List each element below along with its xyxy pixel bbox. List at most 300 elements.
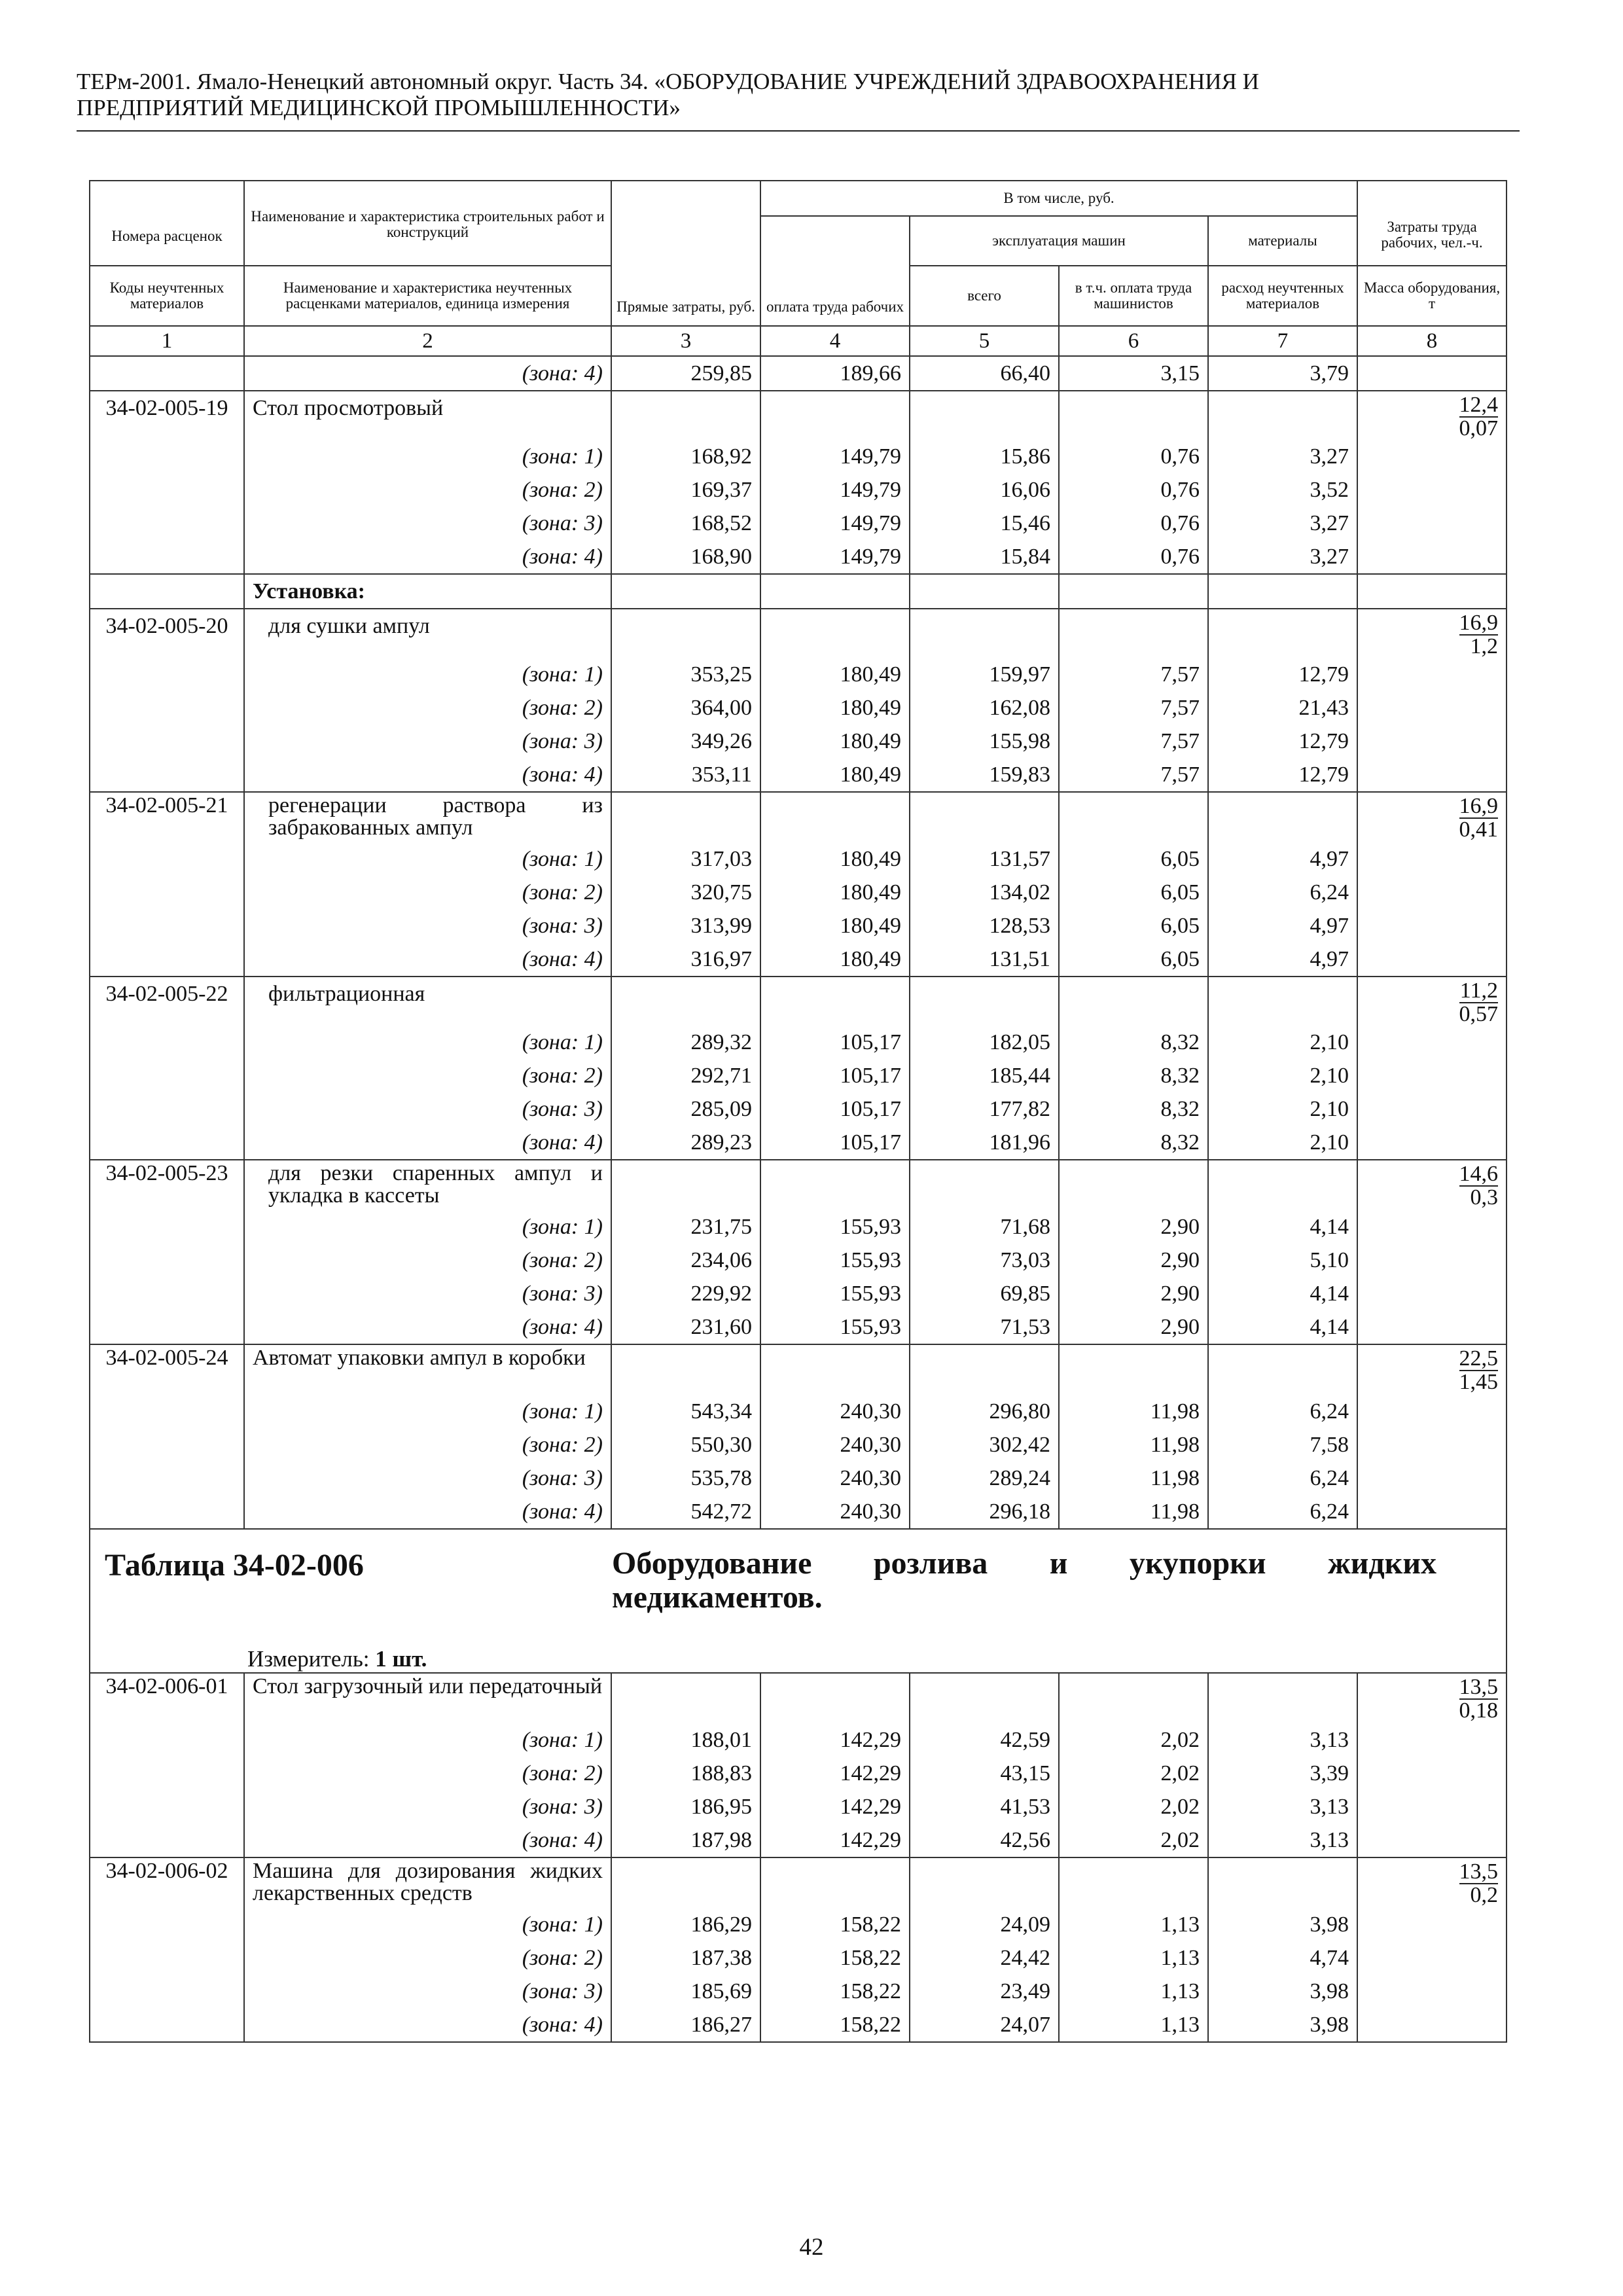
- value-cell: 180,49: [760, 842, 910, 876]
- zone-row: [90, 1395, 1507, 1428]
- value-cell: 155,93: [760, 1244, 910, 1277]
- value-cell: 177,82: [910, 1092, 1059, 1126]
- rate-item-34-02-006-01: [90, 1673, 1507, 1723]
- value-cell: 105,17: [760, 1092, 910, 1126]
- value-cell: 43,15: [910, 1757, 1059, 1790]
- zone-label: (зона: 2): [244, 691, 611, 725]
- empty-cell: [1357, 440, 1507, 473]
- value-cell: 8,32: [1059, 1092, 1208, 1126]
- value-cell: 3,98: [1208, 2008, 1357, 2042]
- value-cell: 188,83: [611, 1757, 760, 1790]
- empty-cell: [90, 1092, 244, 1126]
- measure-unit-label: Измеритель:: [247, 1646, 370, 1672]
- value-cell: 6,24: [1208, 1495, 1357, 1529]
- empty-cell: [910, 792, 1059, 842]
- empty-cell: [611, 1673, 760, 1723]
- rate-name: Автомат упаковки ампул в коробки: [244, 1344, 611, 1395]
- rate-item-34-02-005-23: [90, 1160, 1507, 1210]
- empty-cell: [1357, 2008, 1507, 2042]
- value-cell: 3,39: [1208, 1757, 1357, 1790]
- empty-cell: [90, 1757, 244, 1790]
- col-head-mat-names: Наименование и характеристика неучтенных расценками материалов, единица измерения: [244, 266, 611, 326]
- empty-cell: [90, 876, 244, 909]
- rate-item-34-02-005-22: [90, 977, 1507, 1026]
- empty-cell: [760, 1857, 910, 1908]
- value-cell: 550,30: [611, 1428, 760, 1462]
- value-cell: 15,84: [910, 540, 1059, 574]
- zone-row: [90, 658, 1507, 691]
- col-head-machines: эксплуатация машин: [910, 216, 1208, 266]
- empty-cell: [760, 977, 910, 1026]
- zone-label: (зона: 3): [244, 1790, 611, 1823]
- zone-row: [90, 1126, 1507, 1160]
- zone-row: [90, 1790, 1507, 1823]
- col-head-operator-wages: в т.ч. оплата труда машинистов: [1059, 266, 1208, 326]
- empty-cell: [1357, 725, 1507, 758]
- value-cell: 3,13: [1208, 1723, 1357, 1757]
- value-cell: 180,49: [760, 942, 910, 977]
- labor-mass-fraction: [1357, 609, 1507, 658]
- zone-row: [90, 1823, 1507, 1857]
- empty-cell: [611, 391, 760, 440]
- empty-cell: [910, 977, 1059, 1026]
- zone-label: (зона: 4): [244, 942, 611, 977]
- empty-cell: [910, 609, 1059, 658]
- zone-label: (зона: 4): [244, 2008, 611, 2042]
- value-cell: 317,03: [611, 842, 760, 876]
- empty-cell: [90, 574, 244, 609]
- empty-cell: [90, 1395, 244, 1428]
- empty-cell: [1357, 540, 1507, 574]
- empty-cell: [90, 473, 244, 507]
- empty-cell: [760, 574, 910, 609]
- value-cell: 289,32: [611, 1026, 760, 1059]
- zone-label: (зона: 2): [244, 1757, 611, 1790]
- empty-cell: [90, 440, 244, 473]
- fraction: [1459, 1676, 1499, 1722]
- carry-over-row: [90, 356, 1507, 391]
- empty-cell: [90, 507, 244, 540]
- zone-row: [90, 1757, 1507, 1790]
- empty-cell: [1357, 1026, 1507, 1059]
- col-head-mass: Масса оборудования, т: [1357, 266, 1507, 326]
- empty-cell: [1357, 356, 1507, 391]
- zone-row: [90, 1092, 1507, 1126]
- empty-cell: [90, 1908, 244, 1941]
- empty-cell: [90, 691, 244, 725]
- fraction: [1459, 1348, 1499, 1393]
- empty-cell: [760, 1673, 910, 1723]
- empty-cell: [1357, 1244, 1507, 1277]
- value-cell: 353,25: [611, 658, 760, 691]
- header-rule: [77, 130, 1520, 132]
- col-num: 3: [611, 326, 760, 356]
- empty-cell: [1357, 1790, 1507, 1823]
- empty-cell: [90, 1244, 244, 1277]
- fraction: [1459, 1861, 1499, 1907]
- col-head-mat-usage: расход неучтенных материалов: [1208, 266, 1357, 326]
- zone-row: [90, 1941, 1507, 1975]
- rate-name: Машина для дозирования жидких лекарственных средств: [244, 1857, 611, 1908]
- zone-label: (зона: 1): [244, 440, 611, 473]
- value-cell: 229,92: [611, 1277, 760, 1310]
- col-num: 1: [90, 326, 244, 356]
- value-cell: 2,02: [1059, 1757, 1208, 1790]
- rate-code: 34-02-005-23: [90, 1160, 244, 1210]
- empty-cell: [760, 1344, 910, 1395]
- value-cell: 15,46: [910, 507, 1059, 540]
- empty-cell: [1208, 1160, 1357, 1210]
- value-cell: 240,30: [760, 1462, 910, 1495]
- header-line-2: ПРЕДПРИЯТИЙ МЕДИЦИНСКОЙ ПРОМЫШЛЕННОСТИ»: [77, 95, 681, 120]
- col-num: 8: [1357, 326, 1507, 356]
- value-cell: 155,93: [760, 1310, 910, 1344]
- zone-label: (зона: 1): [244, 1723, 611, 1757]
- table-title: Оборудование розлива и укупорки жидких медикаментов.: [612, 1546, 1436, 1615]
- labor-mass-fraction: [1357, 391, 1507, 440]
- value-cell: 185,44: [910, 1059, 1059, 1092]
- labor-mass-fraction: [1357, 1160, 1507, 1210]
- empty-cell: [1357, 691, 1507, 725]
- rate-name: фильтрационная: [244, 977, 611, 1026]
- value-cell: 168,52: [611, 507, 760, 540]
- value-cell: 41,53: [910, 1790, 1059, 1823]
- value-cell: 105,17: [760, 1026, 910, 1059]
- zone-row: [90, 842, 1507, 876]
- value-cell: 71,68: [910, 1210, 1059, 1244]
- empty-cell: [1357, 1462, 1507, 1495]
- empty-cell: [760, 609, 910, 658]
- value-cell: 296,18: [910, 1495, 1059, 1529]
- mass-value: 0,18: [1459, 1698, 1498, 1723]
- empty-cell: [90, 356, 244, 391]
- value-cell: 2,90: [1059, 1310, 1208, 1344]
- zone-label: (зона: 4): [244, 356, 611, 391]
- empty-cell: [611, 977, 760, 1026]
- empty-cell: [910, 1857, 1059, 1908]
- value-cell: 142,29: [760, 1723, 910, 1757]
- mass-value: 0,3: [1470, 1185, 1498, 1210]
- empty-cell: [1059, 792, 1208, 842]
- labor-mass-fraction: [1357, 1857, 1507, 1908]
- zone-label: (зона: 3): [244, 725, 611, 758]
- value-cell: 149,79: [760, 440, 910, 473]
- empty-cell: [1357, 1941, 1507, 1975]
- empty-cell: [1059, 1857, 1208, 1908]
- value-cell: 155,98: [910, 725, 1059, 758]
- value-cell: 313,99: [611, 909, 760, 942]
- value-cell: 349,26: [611, 725, 760, 758]
- value-cell: 0,76: [1059, 507, 1208, 540]
- rate-item-34-02-005-20: [90, 609, 1507, 658]
- value-cell: 7,58: [1208, 1428, 1357, 1462]
- value-cell: 2,02: [1059, 1823, 1208, 1857]
- empty-cell: [910, 574, 1059, 609]
- empty-cell: [1357, 876, 1507, 909]
- group-label: Установка:: [244, 574, 611, 609]
- zone-label: (зона: 3): [244, 1462, 611, 1495]
- zone-row: [90, 876, 1507, 909]
- zone-row: [90, 1723, 1507, 1757]
- rate-code: 34-02-006-01: [90, 1673, 244, 1723]
- value-cell: 2,02: [1059, 1790, 1208, 1823]
- value-cell: 24,07: [910, 2008, 1059, 2042]
- value-cell: 0,76: [1059, 440, 1208, 473]
- value-cell: 6,05: [1059, 842, 1208, 876]
- value-cell: 0,76: [1059, 473, 1208, 507]
- rate-code: 34-02-005-24: [90, 1344, 244, 1395]
- value-cell: 189,66: [760, 356, 910, 391]
- value-cell: 11,98: [1059, 1462, 1208, 1495]
- value-cell: 73,03: [910, 1244, 1059, 1277]
- zone-label: (зона: 4): [244, 1310, 611, 1344]
- table-number: Таблица 34-02-006: [105, 1548, 364, 1583]
- empty-cell: [1357, 1210, 1507, 1244]
- empty-cell: [90, 1462, 244, 1495]
- rate-name: для сушки ампул: [244, 609, 611, 658]
- value-cell: 234,06: [611, 1244, 760, 1277]
- value-cell: 105,17: [760, 1059, 910, 1092]
- empty-cell: [90, 909, 244, 942]
- value-cell: 289,24: [910, 1462, 1059, 1495]
- rate-name: Стол просмотровый: [244, 391, 611, 440]
- value-cell: 168,90: [611, 540, 760, 574]
- labor-value: 16,9: [1459, 611, 1498, 635]
- zone-label: (зона: 1): [244, 1026, 611, 1059]
- value-cell: 187,38: [611, 1941, 760, 1975]
- rate-code: 34-02-005-19: [90, 391, 244, 440]
- empty-cell: [1059, 1673, 1208, 1723]
- zone-row: [90, 1462, 1507, 1495]
- value-cell: 6,05: [1059, 909, 1208, 942]
- value-cell: 543,34: [611, 1395, 760, 1428]
- zone-row: [90, 540, 1507, 574]
- zone-label: (зона: 3): [244, 1277, 611, 1310]
- value-cell: 3,13: [1208, 1823, 1357, 1857]
- value-cell: 180,49: [760, 691, 910, 725]
- zone-label: (зона: 4): [244, 540, 611, 574]
- empty-cell: [90, 658, 244, 691]
- zone-row: [90, 1495, 1507, 1529]
- value-cell: 6,24: [1208, 876, 1357, 909]
- value-cell: 180,49: [760, 725, 910, 758]
- rate-item-34-02-005-19: [90, 391, 1507, 440]
- empty-cell: [1357, 1059, 1507, 1092]
- value-cell: 5,10: [1208, 1244, 1357, 1277]
- value-cell: 535,78: [611, 1462, 760, 1495]
- mass-value: 1,45: [1459, 1370, 1498, 1394]
- value-cell: 2,90: [1059, 1277, 1208, 1310]
- empty-cell: [90, 1310, 244, 1344]
- col-head-codes: Номера расценок: [90, 181, 244, 266]
- value-cell: 69,85: [910, 1277, 1059, 1310]
- value-cell: 3,13: [1208, 1790, 1357, 1823]
- value-cell: 12,79: [1208, 725, 1357, 758]
- value-cell: 185,69: [611, 1975, 760, 2008]
- value-cell: 131,51: [910, 942, 1059, 977]
- col-head-direct: Прямые затраты, руб.: [611, 181, 760, 326]
- zone-row: [90, 1908, 1507, 1941]
- empty-cell: [611, 609, 760, 658]
- labor-value: 16,9: [1459, 794, 1498, 818]
- value-cell: 1,13: [1059, 1941, 1208, 1975]
- empty-cell: [90, 540, 244, 574]
- empty-cell: [1357, 758, 1507, 792]
- empty-cell: [760, 792, 910, 842]
- value-cell: 24,09: [910, 1908, 1059, 1941]
- zone-label: (зона: 4): [244, 1126, 611, 1160]
- value-cell: 134,02: [910, 876, 1059, 909]
- value-cell: 149,79: [760, 507, 910, 540]
- zone-label: (зона: 3): [244, 909, 611, 942]
- empty-cell: [90, 1823, 244, 1857]
- measure-unit: [90, 1646, 1506, 1672]
- value-cell: 42,59: [910, 1723, 1059, 1757]
- empty-cell: [611, 1344, 760, 1395]
- rate-item-34-02-005-24: [90, 1344, 1507, 1395]
- empty-cell: [1059, 1344, 1208, 1395]
- empty-cell: [1208, 609, 1357, 658]
- empty-cell: [90, 725, 244, 758]
- col-head-wages: оплата труда рабочих: [760, 216, 910, 326]
- value-cell: 155,93: [760, 1277, 910, 1310]
- empty-cell: [910, 1160, 1059, 1210]
- value-cell: 105,17: [760, 1126, 910, 1160]
- mass-value: 1,2: [1470, 634, 1498, 658]
- value-cell: 6,05: [1059, 942, 1208, 977]
- value-cell: 66,40: [910, 356, 1059, 391]
- value-cell: 292,71: [611, 1059, 760, 1092]
- empty-cell: [1059, 609, 1208, 658]
- rate-name: регенерации раствора из забракованных ампул: [244, 792, 611, 842]
- empty-cell: [90, 1975, 244, 2008]
- value-cell: 542,72: [611, 1495, 760, 1529]
- value-cell: 4,14: [1208, 1277, 1357, 1310]
- zone-label: (зона: 4): [244, 1495, 611, 1529]
- labor-value: 11,2: [1459, 978, 1498, 1003]
- zone-row: [90, 725, 1507, 758]
- zone-label: (зона: 2): [244, 1941, 611, 1975]
- empty-cell: [90, 2008, 244, 2042]
- empty-cell: [90, 1277, 244, 1310]
- zone-label: (зона: 1): [244, 842, 611, 876]
- value-cell: 3,52: [1208, 473, 1357, 507]
- col-head-names: Наименование и характеристика строительных работ и конструкций: [244, 181, 611, 266]
- labor-mass-fraction: [1357, 977, 1507, 1026]
- value-cell: 12,79: [1208, 758, 1357, 792]
- fraction: [1459, 1163, 1499, 1209]
- empty-cell: [90, 1059, 244, 1092]
- col-head-mat-codes: Коды неучтенных материалов: [90, 266, 244, 326]
- table-title-row: [90, 1529, 1507, 1673]
- value-cell: 149,79: [760, 540, 910, 574]
- value-cell: 3,27: [1208, 540, 1357, 574]
- value-cell: 2,10: [1208, 1092, 1357, 1126]
- zone-row: [90, 1310, 1507, 1344]
- value-cell: 142,29: [760, 1790, 910, 1823]
- zone-row: [90, 1277, 1507, 1310]
- value-cell: 180,49: [760, 758, 910, 792]
- labor-value: 22,5: [1459, 1346, 1498, 1371]
- empty-cell: [1059, 391, 1208, 440]
- mass-value: 0,2: [1470, 1883, 1498, 1907]
- zone-row: [90, 1210, 1507, 1244]
- empty-cell: [90, 1941, 244, 1975]
- value-cell: 7,57: [1059, 758, 1208, 792]
- value-cell: 316,97: [611, 942, 760, 977]
- labor-mass-fraction: [1357, 792, 1507, 842]
- zone-label: (зона: 2): [244, 1244, 611, 1277]
- value-cell: 231,75: [611, 1210, 760, 1244]
- value-cell: 186,29: [611, 1908, 760, 1941]
- zone-row: [90, 473, 1507, 507]
- value-cell: 2,10: [1208, 1059, 1357, 1092]
- value-cell: 155,93: [760, 1210, 910, 1244]
- empty-cell: [1357, 1092, 1507, 1126]
- zone-row: [90, 2008, 1507, 2042]
- value-cell: 181,96: [910, 1126, 1059, 1160]
- empty-cell: [1357, 574, 1507, 609]
- zone-row: [90, 1428, 1507, 1462]
- col-head-incl: В том числе, руб.: [760, 181, 1357, 216]
- value-cell: 4,97: [1208, 942, 1357, 977]
- value-cell: 8,32: [1059, 1126, 1208, 1160]
- empty-cell: [1357, 1975, 1507, 2008]
- table-title-cell: [90, 1529, 1507, 1673]
- mass-value: 0,57: [1459, 1002, 1498, 1026]
- value-cell: 289,23: [611, 1126, 760, 1160]
- empty-cell: [90, 842, 244, 876]
- value-cell: 11,98: [1059, 1395, 1208, 1428]
- empty-cell: [90, 1723, 244, 1757]
- empty-cell: [760, 391, 910, 440]
- zone-label: (зона: 1): [244, 1908, 611, 1941]
- value-cell: 4,97: [1208, 909, 1357, 942]
- empty-cell: [1357, 1757, 1507, 1790]
- value-cell: 180,49: [760, 909, 910, 942]
- empty-cell: [1208, 977, 1357, 1026]
- labor-value: 14,6: [1459, 1162, 1498, 1186]
- empty-cell: [90, 942, 244, 977]
- value-cell: 3,27: [1208, 440, 1357, 473]
- zone-row: [90, 1026, 1507, 1059]
- zone-row: [90, 909, 1507, 942]
- value-cell: 2,02: [1059, 1723, 1208, 1757]
- empty-cell: [90, 1495, 244, 1529]
- value-cell: 240,30: [760, 1495, 910, 1529]
- col-num: 7: [1208, 326, 1357, 356]
- labor-mass-fraction: [1357, 1673, 1507, 1723]
- value-cell: 7,57: [1059, 691, 1208, 725]
- empty-cell: [910, 391, 1059, 440]
- value-cell: 3,98: [1208, 1975, 1357, 2008]
- empty-cell: [1357, 507, 1507, 540]
- value-cell: 4,74: [1208, 1941, 1357, 1975]
- empty-cell: [90, 1428, 244, 1462]
- value-cell: 12,79: [1208, 658, 1357, 691]
- value-cell: 159,83: [910, 758, 1059, 792]
- value-cell: 231,60: [611, 1310, 760, 1344]
- empty-cell: [1208, 1344, 1357, 1395]
- value-cell: 353,11: [611, 758, 760, 792]
- empty-cell: [1357, 1823, 1507, 1857]
- col-head-labor: Затраты труда рабочих, чел.-ч.: [1357, 181, 1507, 266]
- rate-code: 34-02-006-02: [90, 1857, 244, 1908]
- empty-cell: [1357, 1428, 1507, 1462]
- value-cell: 240,30: [760, 1428, 910, 1462]
- measure-unit-value: 1 шт.: [375, 1646, 427, 1672]
- rate-item-34-02-005-21: [90, 792, 1507, 842]
